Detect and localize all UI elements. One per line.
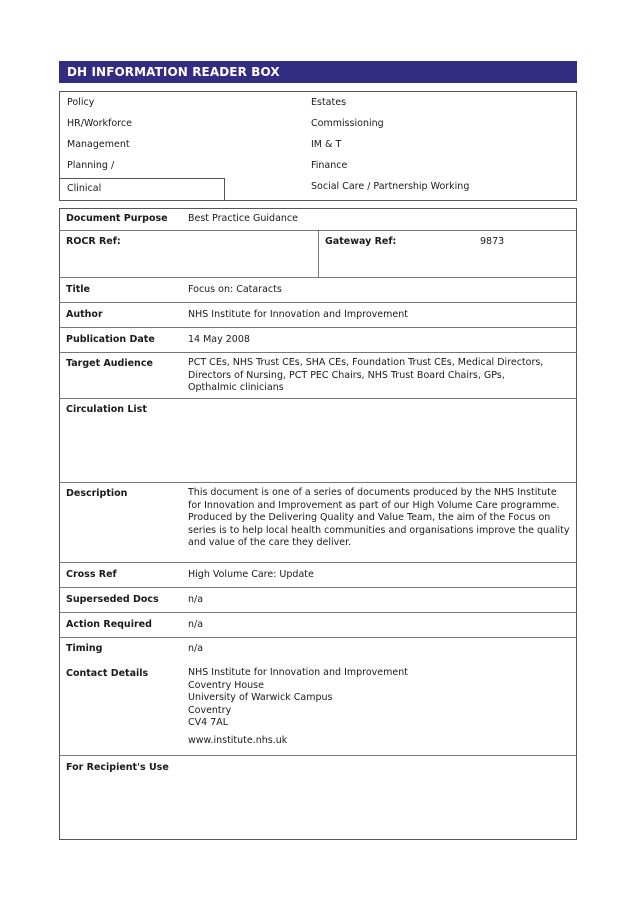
action-required-value: n/a bbox=[188, 619, 204, 630]
contact-details-label: Contact Details bbox=[66, 668, 149, 679]
row-divider bbox=[59, 587, 577, 588]
author-label: Author bbox=[66, 309, 103, 320]
timing-label: Timing bbox=[66, 643, 103, 654]
superseded-docs-label: Superseded Docs bbox=[66, 594, 159, 605]
description-value bbox=[188, 487, 569, 550]
description-line: for Innovation and Improvement as part of our High Volume Care programme. bbox=[188, 499, 560, 511]
cross-ref-value: High Volume Care: Update bbox=[188, 569, 314, 580]
category-hr-workforce: HR/Workforce bbox=[67, 118, 132, 129]
timing-value: n/a bbox=[188, 643, 204, 654]
publication-date-label: Publication Date bbox=[66, 334, 155, 345]
category-clinical: Clinical bbox=[67, 183, 102, 194]
description-line: This document is one of a series of documents produced by the NHS Institute bbox=[188, 487, 557, 498]
category-planning: Planning / bbox=[67, 160, 115, 171]
superseded-docs-value: n/a bbox=[188, 594, 204, 605]
row-divider bbox=[59, 398, 577, 399]
row-divider bbox=[59, 277, 577, 278]
contact-line: University of Warwick Campus bbox=[188, 692, 333, 704]
contact-line: CV4 7AL bbox=[188, 717, 229, 729]
author-value: NHS Institute for Innovation and Improvement bbox=[188, 309, 408, 320]
target-audience-line: Opthalmic clinicians bbox=[188, 382, 284, 394]
row-divider bbox=[59, 562, 577, 563]
recipient-use-label: For Recipient's Use bbox=[66, 762, 169, 773]
category-commissioning: Commissioning bbox=[311, 118, 384, 129]
row-divider bbox=[59, 352, 577, 353]
title-label: Title bbox=[66, 284, 90, 295]
description-label: Description bbox=[66, 488, 128, 499]
contact-line: Coventry House bbox=[188, 679, 264, 691]
publication-date-value: 14 May 2008 bbox=[188, 334, 250, 345]
target-audience-label: Target Audience bbox=[66, 358, 153, 369]
contact-website: www.institute.nhs.uk bbox=[188, 734, 288, 746]
category-finance: Finance bbox=[311, 160, 348, 171]
contact-line: Coventry bbox=[188, 704, 232, 716]
row-divider bbox=[59, 327, 577, 328]
rocr-divider bbox=[318, 230, 319, 277]
row-divider bbox=[59, 612, 577, 613]
rocr-ref-label: ROCR Ref: bbox=[66, 236, 121, 247]
gateway-ref-label: Gateway Ref: bbox=[325, 236, 397, 247]
row-divider bbox=[59, 637, 577, 638]
contact-line: NHS Institute for Innovation and Improvement bbox=[188, 667, 408, 678]
category-im-t: IM & T bbox=[311, 139, 342, 150]
document-purpose-label: Document Purpose bbox=[66, 213, 168, 224]
gateway-ref-value: 9873 bbox=[480, 236, 505, 247]
cross-ref-label: Cross Ref bbox=[66, 569, 117, 580]
target-audience-value bbox=[188, 357, 543, 395]
document-purpose-value: Best Practice Guidance bbox=[188, 213, 298, 224]
row-divider bbox=[59, 302, 577, 303]
category-estates: Estates bbox=[311, 97, 347, 108]
category-management: Management bbox=[67, 139, 130, 150]
description-line: series is to help local health communities and organisations improve the quality bbox=[188, 524, 570, 536]
target-audience-line: Directors of Nursing, PCT PEC Chairs, NHS Trust Board Chairs, GPs, bbox=[188, 369, 505, 381]
row-divider bbox=[59, 482, 577, 483]
target-audience-line: PCT CEs, NHS Trust CEs, SHA CEs, Foundation Trust CEs, Medical Directors, bbox=[188, 357, 544, 368]
title-value: Focus on: Cataracts bbox=[188, 284, 282, 295]
category-social-care: Social Care / Partnership Working bbox=[311, 181, 470, 192]
contact-details-value bbox=[188, 667, 408, 748]
reader-box-title: DH INFORMATION READER BOX bbox=[59, 61, 577, 83]
description-line: and value of the care they deliver. bbox=[188, 537, 352, 549]
description-line: Produced by the Delivering Quality and Value Team, the aim of the Focus on bbox=[188, 512, 551, 524]
row-divider bbox=[59, 755, 577, 756]
circulation-list-label: Circulation List bbox=[66, 404, 147, 415]
category-policy: Policy bbox=[67, 97, 95, 108]
action-required-label: Action Required bbox=[66, 619, 152, 630]
